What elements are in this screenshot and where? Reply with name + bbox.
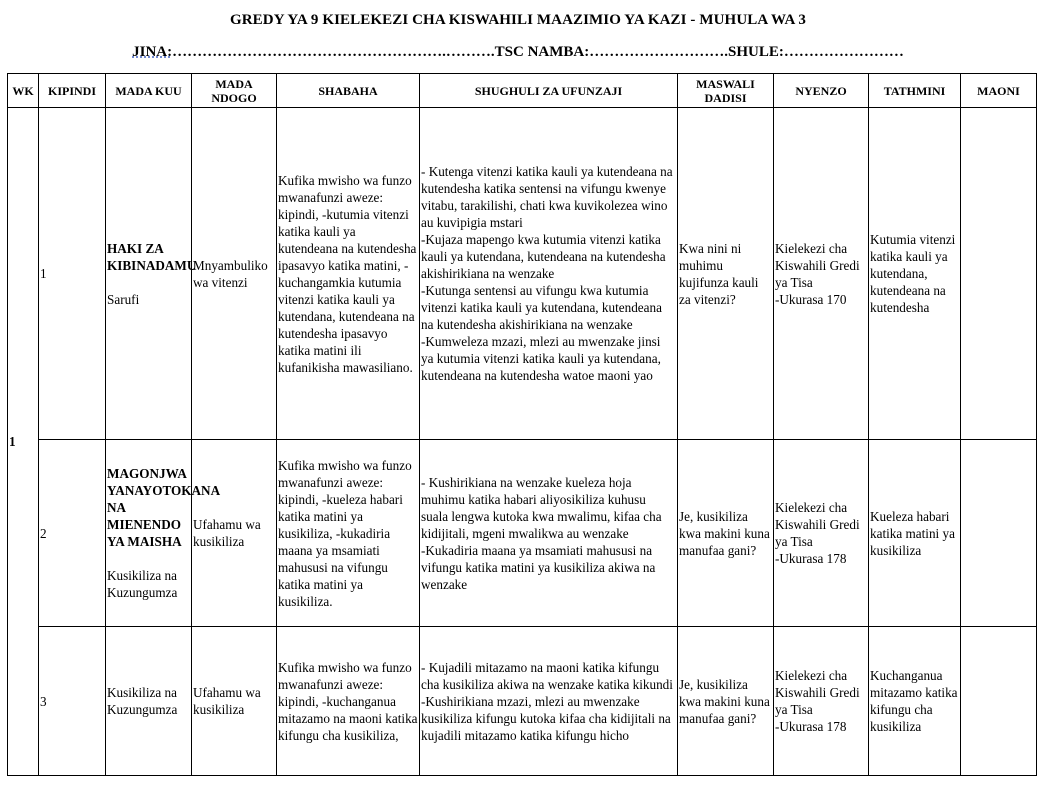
maswali-cell: Je, kusikiliza kwa makini kuna manufaa gani? [678,627,774,776]
mada-ndogo-cell: Ufahamu wa kusikiliza [192,440,277,627]
nyenzo-book: Kielekezi cha Kiswahili Gredi ya Tisa [775,668,860,717]
nyenzo-page: -Ukurasa 178 [775,551,847,566]
mada-kuu-cell [106,440,220,627]
header-kipindi: KIPINDI [39,74,106,108]
shughuli-item: -Kushirikiana mzazi, mlezi au mwenzake kusikiliza kifungu kutoka kifaa cha kidijitali na kujadili mitazamo katika kifungu hicho [421,693,671,743]
mada-kuu-subtitle: Sarufi [107,291,140,307]
jina-blank: ……………………………………………….………. [172,44,495,60]
shughuli-item: -Kukadiria maana ya msamiati mahususi na vifungu katika matini ya kusikiliza akiwa na wenzake [421,542,656,592]
shughuli-cell [420,627,678,776]
table-row [8,627,1037,776]
shabaha-cell: Kufika mwisho wa funzo mwanafunzi aweze: kipindi, -kutumia vitenzi katika kauli ya kutendeana na kutendesha ipasavyo katika matini, -kuchangamkia kutumia vitenzi katika kauli ya kutendana, kutendeana na kutendesha ipasavyo katika matini ili kufanikisha mawasiliano. [277,108,420,440]
kipindi-cell: 1 [39,108,106,440]
nyenzo-page: -Ukurasa 178 [775,719,847,734]
mada-kuu-cell: Kusikiliza na Kuzungumza [106,627,192,776]
table-row [8,440,1037,627]
header-maswali-dadisi: MASWALI DADISI [678,74,774,108]
shughuli-item: - Kushirikiana na wenzake kueleza hoja muhimu katika habari aliyosikiliza kuhusu suala lengwa kutoka kwa mwalimu, kifaa cha kidijitali, mgeni mwalikwa au wenzake [421,474,662,541]
mada-kuu-title: MAGONJWA YANAYOTOKANA NA MIENENDO YA MAISHA [107,466,220,549]
mada-ndogo-cell: Ufahamu wa kusikiliza [192,627,277,776]
mada-kuu-cell [106,108,197,440]
nyenzo-cell [774,627,869,776]
nyenzo-book: Kielekezi cha Kiswahili Gredi ya Tisa [775,500,860,549]
teacher-info-line [0,44,1036,61]
kipindi-cell: 3 [39,627,106,776]
nyenzo-book: Kielekezi cha Kiswahili Gredi ya Tisa [775,240,860,290]
maswali-cell: Je, kusikiliza kwa makini kuna manufaa gani? [678,440,774,627]
header-nyenzo: NYENZO [774,74,869,108]
jina-label: JINA: [132,44,173,60]
header-wk: WK [8,74,39,108]
mada-kuu-subtitle: Kusikiliza na Kuzungumza [107,568,178,600]
shughuli-item: -Kutunga sentensi au vifungu kwa kutumia vitenzi katika kauli ya kutendana, kutendeana na kutendesha akishirikiana na wenzake [421,283,662,332]
kipindi-cell: 2 [39,440,106,627]
shughuli-item: -Kujaza mapengo kwa kutumia vitenzi katika kauli ya kutendana, kutendeana na kutendesha akishirikiana na wenzake [421,232,666,281]
table-row [8,108,1037,440]
table-header-row [8,74,1037,108]
nyenzo-cell [774,440,869,627]
shabaha-cell: Kufika mwisho wa funzo mwanafunzi aweze: kipindi, -kuchanganua mitazamo na maoni katika kifungu cha kusikiliza, [277,627,420,776]
shughuli-cell [420,108,678,440]
tathmini-cell: Kutumia vitenzi katika kauli ya kutendana, kutendeana na kutendesha [869,108,961,440]
shughuli-cell [420,440,678,627]
document-title: GREDY YA 9 KIELEKEZI CHA KISWAHILI MAAZIMIO YA KAZI - MUHULA WA 3 [229,12,807,28]
nyenzo-cell [774,108,869,440]
week-cell: 1 [8,108,39,776]
scheme-of-work-table [7,73,1037,776]
tathmini-cell: Kuchanganua mitazamo katika kifungu cha kusikiliza [869,627,961,776]
shughuli-item: - Kujadili mitazamo na maoni katika kifungu cha kusikiliza akiwa na wenzake katika kikundi [421,659,673,692]
school-label: SHULE:…………………… [727,44,904,60]
maswali-cell: Kwa nini ni muhimu kujifunza kauli za vitenzi? [678,108,774,440]
maoni-cell [961,627,1037,776]
header-maoni: MAONI [961,74,1037,108]
tathmini-cell: Kueleza habari katika matini ya kusikiliza [869,440,961,627]
header-shughuli: SHUGHULI ZA UFUNZAJI [420,74,678,108]
mada-kuu-title: HAKI ZA KIBINADAMU [107,240,197,273]
nyenzo-page: -Ukurasa 170 [775,291,847,307]
header-mada-kuu: MADA KUU [106,74,192,108]
shughuli-item: -Kumweleza mzazi, mlezi au mwenzake jinsi ya kutumia vitenzi katika kauli ya kutendana, kutendeana na kutendesha watoe maoni yao [421,334,661,383]
maoni-cell [961,440,1037,627]
header-mada-ndogo: MADA NDOGO [192,74,277,108]
shughuli-item: - Kutenga vitenzi katika kauli ya kutendeana na kutendesha katika sentensi na vifungu kwenye vitabu, tarakilishi, chati kwa kuvikolezea wino au kuvipigia mstari [421,164,673,230]
shabaha-cell: Kufika mwisho wa funzo mwanafunzi aweze: kipindi, -kueleza habari katika matini ya kusikiliza, -kukadiria maana ya msamiati mahususi na vifungu katika matini ya kusikiliza. [277,440,420,627]
mada-ndogo-cell: Mnyambuliko wa vitenzi [192,108,277,440]
maoni-cell [961,108,1037,440]
header-tathmini: TATHMINI [869,74,961,108]
header-shabaha: SHABAHA [277,74,420,108]
tsc-number-label: TSC NAMBA:………………………. [494,44,728,60]
